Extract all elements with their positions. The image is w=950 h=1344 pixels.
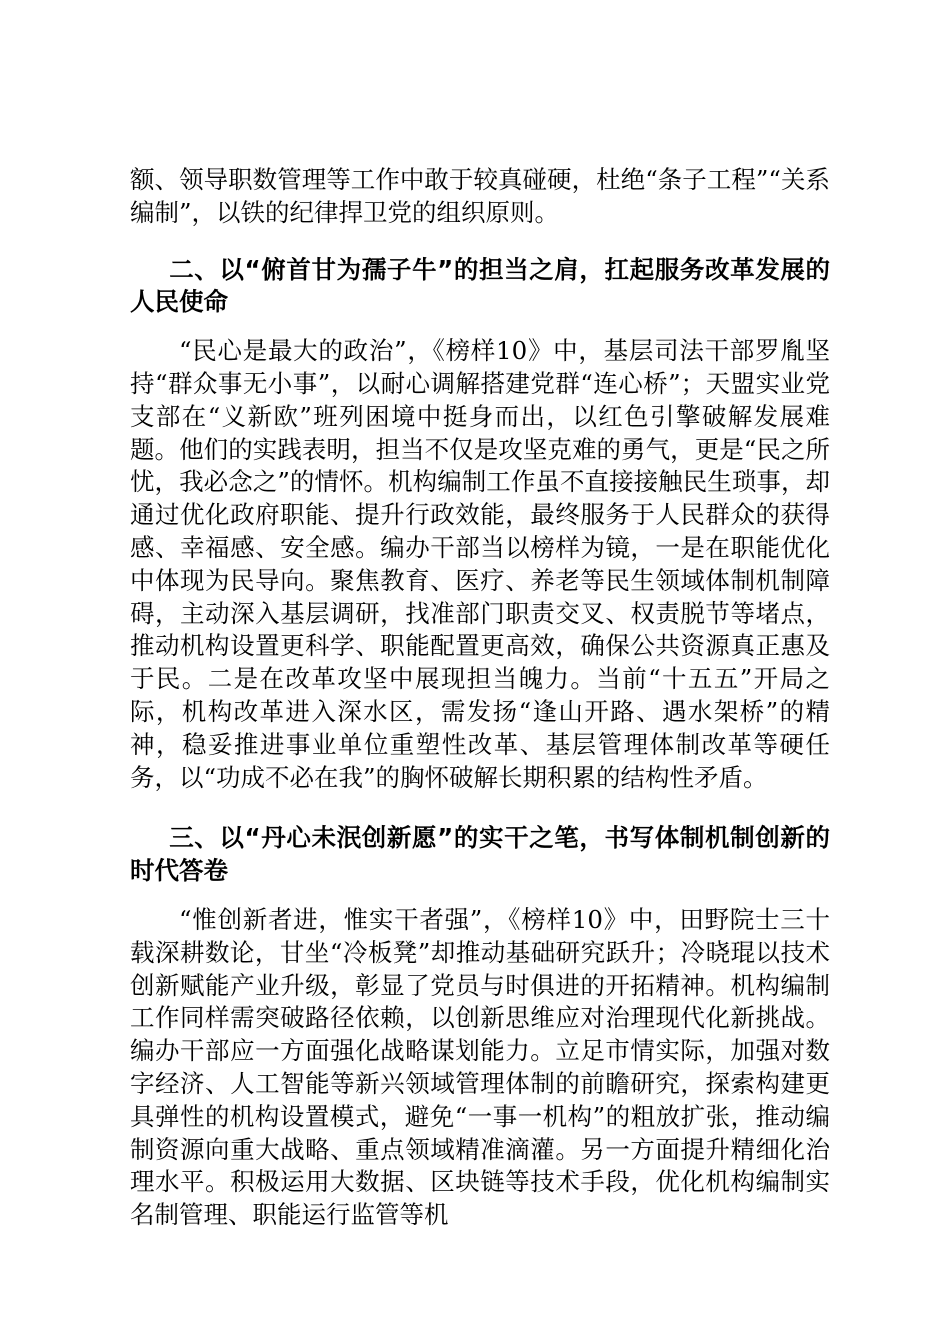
spacer [130, 888, 830, 904]
section-two-body: “民心是最大的政治”，《榜样10》中，基层司法干部罗胤坚持“群众事无小事”，以耐心调解搭建党群“连心桥”；天盟实业党支部在“义新欧”班列困境中挺身而出，以红色引擎破解发展难题。他们的实践表明，担当不仅是攻坚克难的勇气，更是“民之所忧，我必念之”的情怀。机构编制工作虽不直接接触民生琐事，却通过优化政府职能、提升行政效能，最终服务于人民群众的获得感、幸福感、安全感。编办干部当以榜样为镜，一是在职能优化中体现为民导向。聚焦教育、医疗、养老等民生领域体制机制障碍，主动深入基层调研，找准部门职责交叉、权责脱节等堵点，推动机构设置更科学、职能配置更高效，确保公共资源真正惠及于民。二是在改革攻坚中展现担当魄力。当前“十五五”开局之际，机构改革进入深水区，需发扬“逢山开路、遇水架桥”的精神，稳妥推进事业单位重塑性改革、基层管理体制改革等硬任务，以“功成不必在我”的胸怀破解长期积累的结构性矛盾。 [130, 336, 830, 792]
spacer [130, 230, 830, 254]
intro-paragraph: 额、领导职数管理等工作中敢于较真碰硬，杜绝“条子工程”“关系编制”，以铁的纪律捍卫党的组织原则。 [130, 165, 830, 227]
section-three-body: “惟创新者进，惟实干者强”，《榜样10》中，田野院士三十载深耕数论，甘坐“冷板凳”却推动基础研究跃升；冷晓琨以技术创新赋能产业升级，彰显了党员与时俱进的开拓精神。机构编制工作同样需突破路径依赖，以创新思维应对治理现代化新挑战。编办干部应一方面强化战略谋划能力。立足市情实际，加强对数字经济、人工智能等新兴领域管理体制的前瞻研究，探索构建更具弹性的机构设置模式，避免“一事一机构”的粗放扩张，推动编制资源向重大战略、重点领域精准滴灌。另一方面提升精细化治理水平。积极运用大数据、区块链等技术手段，优化机构编制实名制管理、职能运行监管等机 [130, 904, 830, 1230]
spacer [130, 794, 830, 822]
spacer [130, 319, 830, 335]
section-two-heading: 二、以“俯首甘为孺子牛”的担当之肩，扛起服务改革发展的人民使命 [130, 254, 830, 317]
document-page [130, 164, 830, 1232]
section-three-heading: 三、以“丹心未泯创新愿”的实干之笔，书写体制机制创新的时代答卷 [130, 823, 830, 886]
